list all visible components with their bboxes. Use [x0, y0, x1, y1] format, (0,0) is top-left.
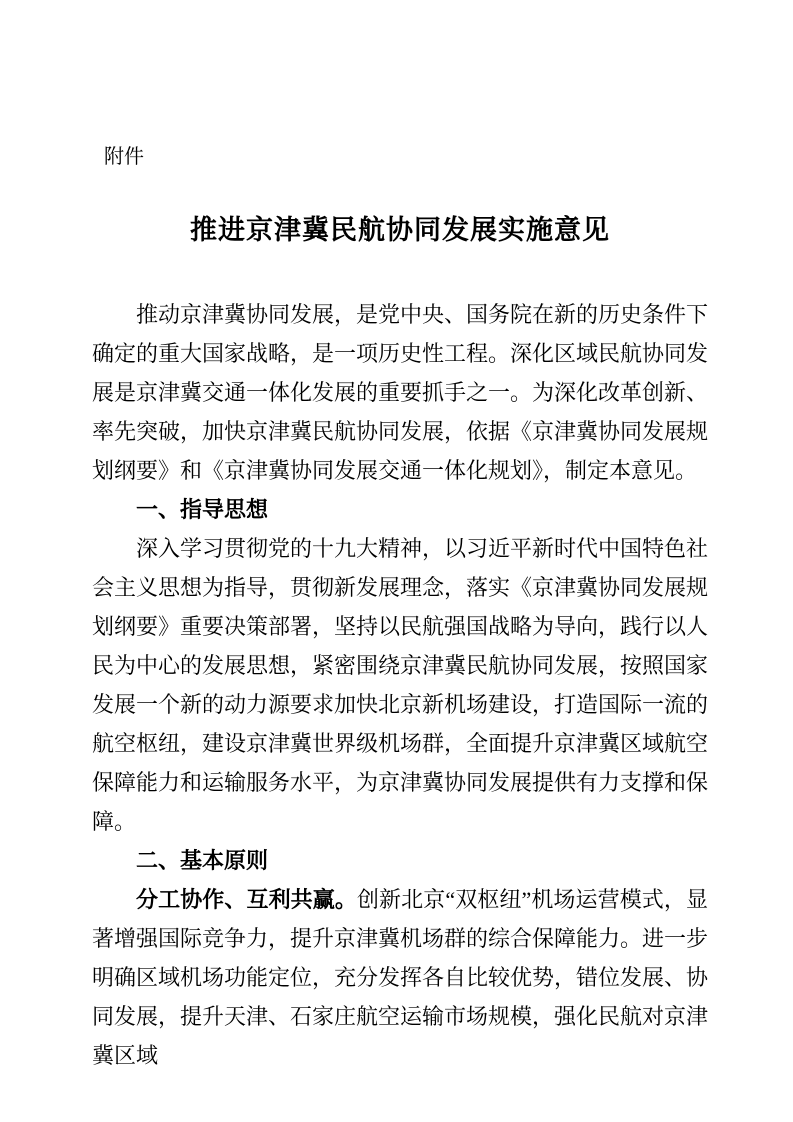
basic-principles-paragraph [92, 880, 708, 1075]
attachment-label: 附件 [104, 146, 144, 168]
guiding-ideology-paragraph: 深入学习贯彻党的十九大精神，以习近平新时代中国特色社会主义思想为指导，贯彻新发展理念，落实《京津冀协同发展规划纲要》重要决策部署，坚持以民航强国战略为导向，践行以人民为中心的发展思想，紧密围绕京津冀民航协同发展，按照国家发展一个新的动力源要求加快北京新机场建设，打造国际一流的航空枢纽，建设京津冀世界级机场群，全面提升京津冀区域航空保障能力和运输服务水平，为京津冀协同发展提供有力支撑和保障。 [92, 536, 709, 834]
basic-principles-lead-phrase: 分工协作、互利共赢。 [136, 887, 357, 912]
intro-paragraph: 推动京津冀协同发展，是党中央、国务院在新的历史条件下确定的重大国家战略，是一项历史性工程。深化区域民航协同发展是京津冀交通一体化发展的重要抓手之一。为深化改革创新、率先突破，加快京津冀民航协同发展，依据《京津冀协同发展规划纲要》和《京津冀协同发展交通一体化规划》，制定本意见。 [92, 302, 709, 483]
document-title: 推进京津冀民航协同发展实施意见 [190, 215, 610, 245]
section-heading-guiding-ideology: 一、指导思想 [136, 497, 269, 522]
section-heading-basic-principles: 二、基本原则 [136, 848, 269, 873]
basic-principles-body-text: 创新北京“双枢纽”机场运营模式，显著增强国际竞争力，提升京津冀机场群的综合保障能力。进一步明确区域机场功能定位，充分发挥各自比较优势，错位发展、协同发展，提升天津、石家庄航空运输市场规模，强化民航对京津冀区域 [92, 887, 709, 1068]
document-body [92, 295, 708, 1075]
